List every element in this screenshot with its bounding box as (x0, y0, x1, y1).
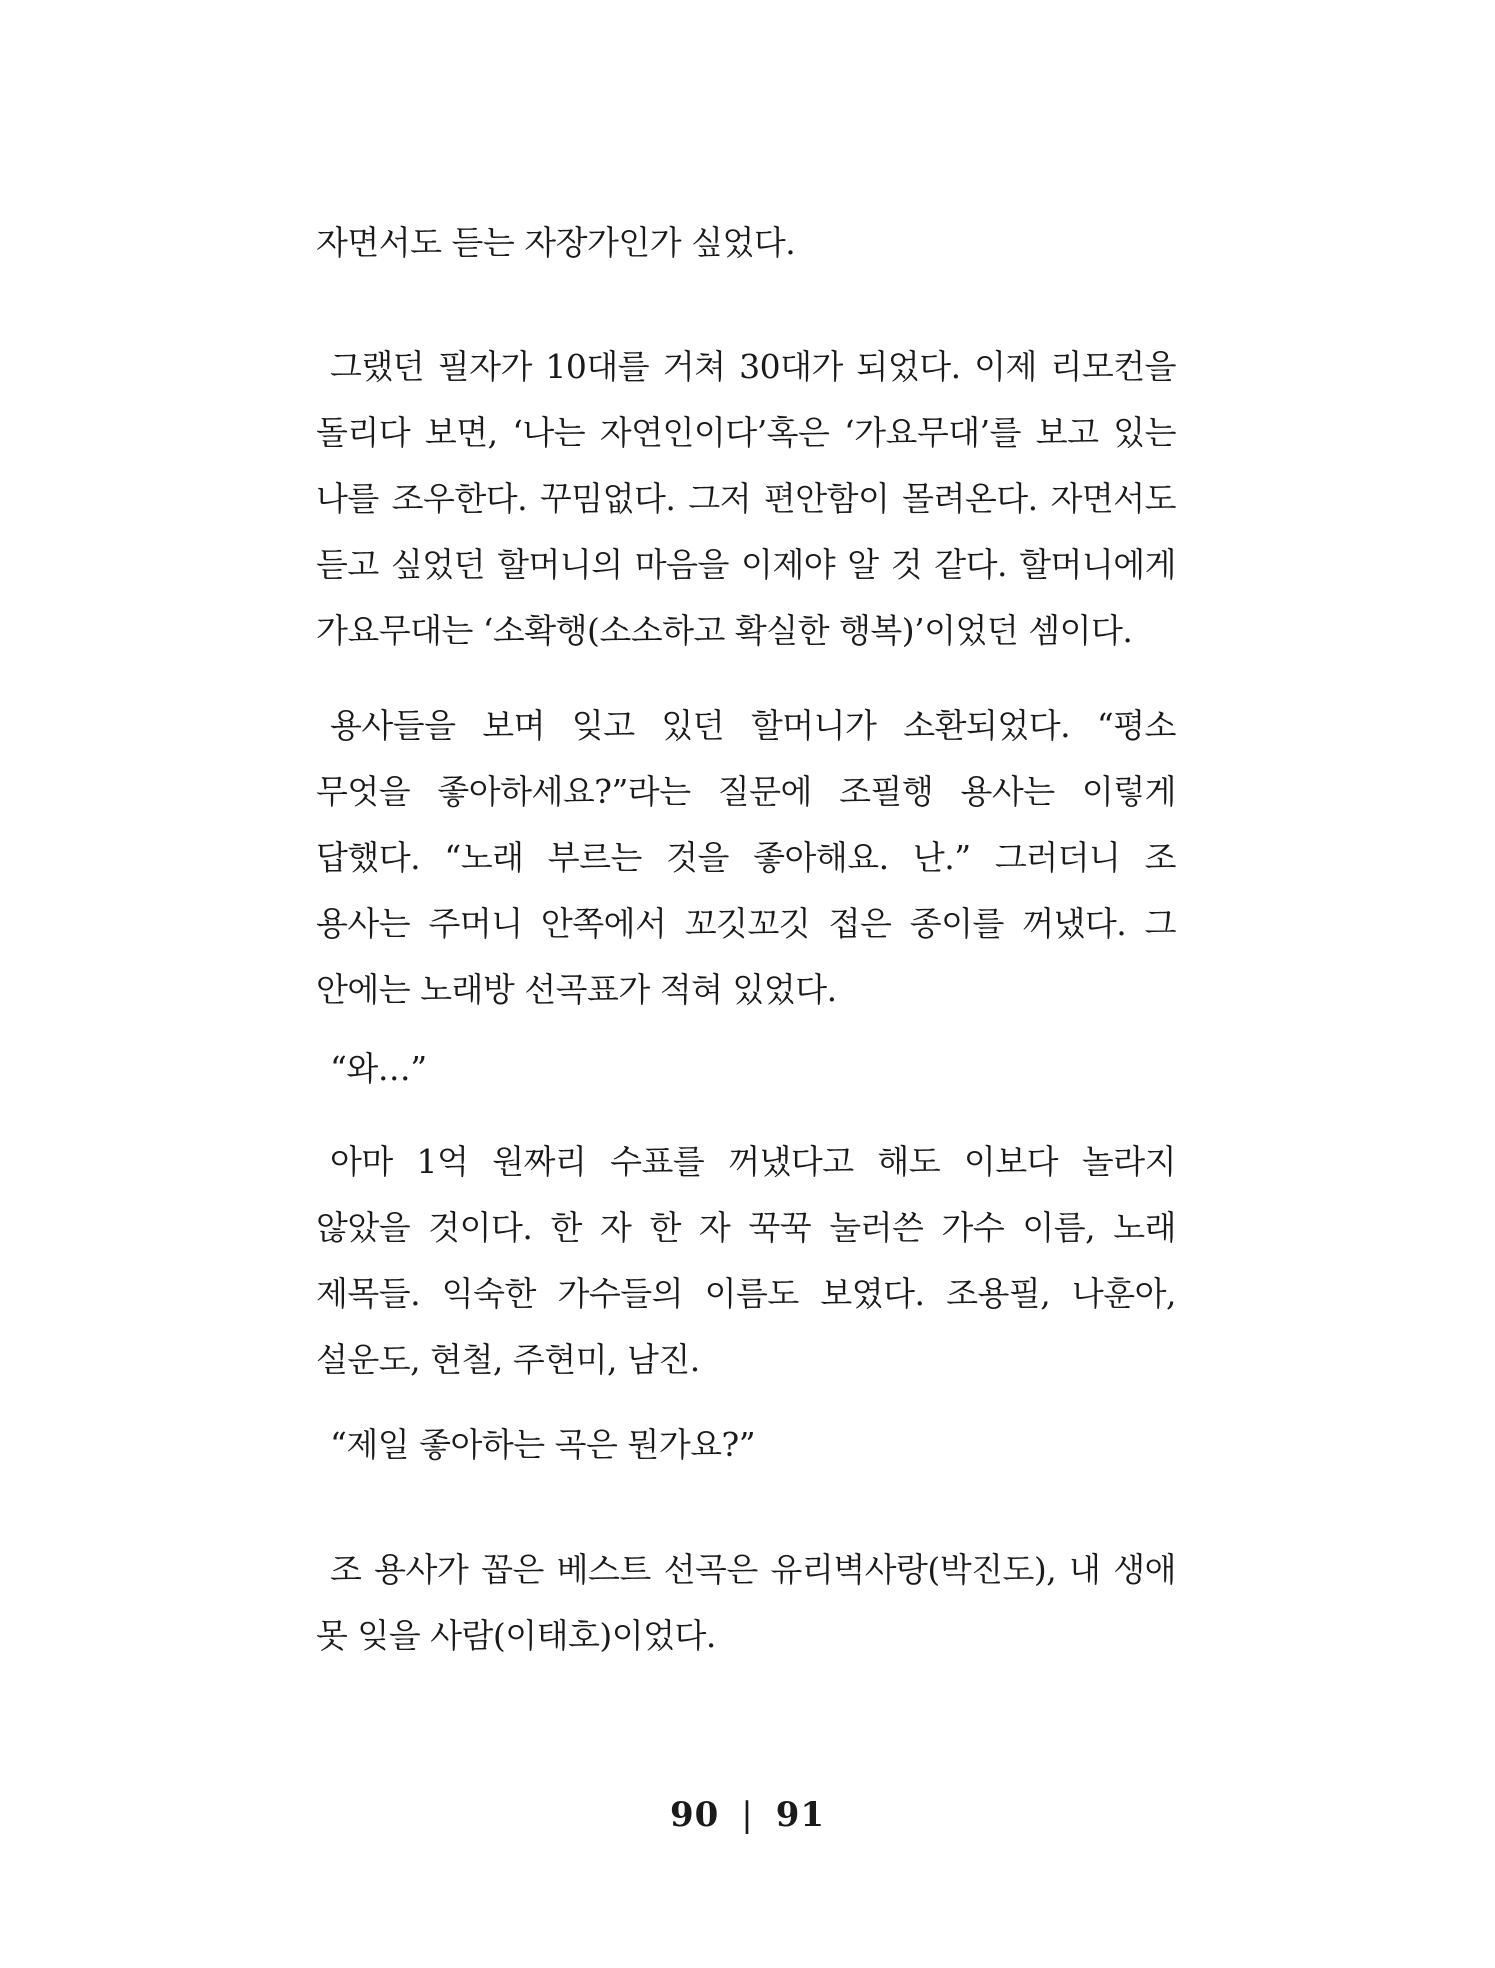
paragraph-5: 조 용사가 꼽은 베스트 선곡은 유리벽사랑(박진도), 내 생애 못 잊을 사람(이태호)이었다. (316, 1550, 1176, 1655)
paragraph-3: 용사들을 보며 잊고 있던 할머니가 소환되었다. “평소 무엇을 좋아하세요?”라는 질문에 조필행 용사는 이렇게 답했다. “노래 부르는 것을 좋아해요. 난.” 그러더니 조 용사는 주머니 안쪽에서 꼬깃꼬깃 접은 종이를 꺼냈다. 그 안에는 노래방 선곡표가 적혀 있었다. (316, 706, 1176, 1009)
left-page-number: 90 (669, 1795, 720, 1835)
paragraph-quote-question: “제일 좋아하는 곡은 뭔가요?” (330, 1425, 756, 1464)
paragraph-quote-wa: “와…” (330, 1049, 427, 1088)
paragraph-4: 아마 1억 원짜리 수표를 꺼냈다고 해도 이보다 놀라지 않았을 것이다. 한 자 한 자 꾹꾹 눌러쓴 가수 이름, 노래 제목들. 익숙한 가수들의 이름도 보였다. 조용필, 나훈아, 설운도, 현철, 주현미, 남진. (316, 1142, 1176, 1379)
page-numbers (0, 1795, 1495, 1835)
right-page-number: 91 (775, 1795, 826, 1835)
page-number-separator: | (741, 1795, 754, 1835)
paragraph-2: 그랬던 필자가 10대를 거쳐 30대가 되었다. 이제 리모컨을 돌리다 보면, ‘나는 자연인이다’혹은 ‘가요무대’를 보고 있는 나를 조우한다. 꾸밈없다. 그저 편안함이 몰려온다. 자면서도 듣고 싶었던 할머니의 마음을 이제야 알 것 같다. 할머니에게 가요무대는 ‘소확행(소소하고 확실한 행복)’이었던 셈이다. (316, 347, 1176, 650)
paragraph-1: 자면서도 듣는 자장가인가 싶었다. (316, 223, 796, 262)
